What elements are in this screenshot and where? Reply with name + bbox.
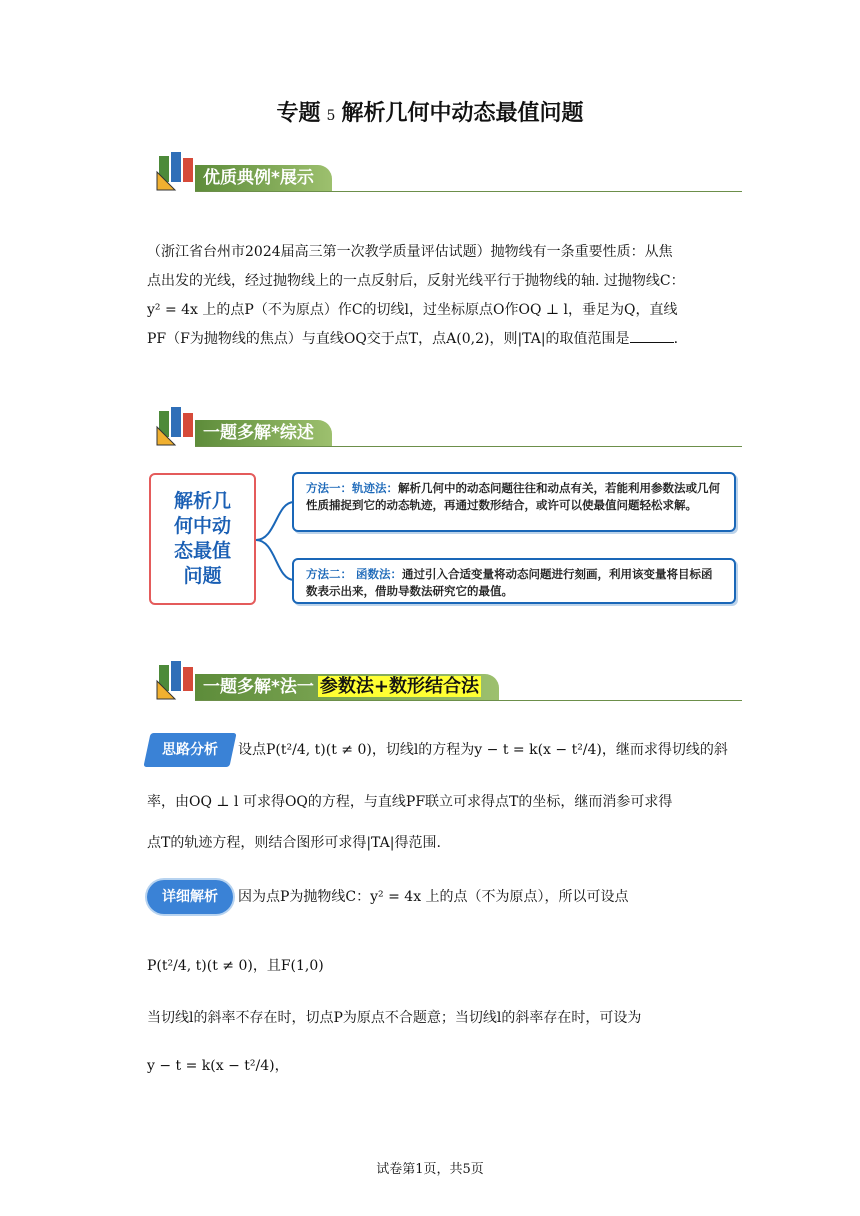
detail-line: P(t²/4, t)(t ≠ 0)，且F(1,0) xyxy=(147,958,324,974)
mindmap-root-line: 问题 xyxy=(183,565,222,587)
answer-blank xyxy=(630,328,674,343)
method1-label: 方法一：轨迹法： xyxy=(306,481,398,495)
mindmap-method2 xyxy=(292,558,736,604)
title-prefix: 专题 xyxy=(276,101,321,126)
problem-line-main: PF（F为抛物线的焦点）与直线OQ交于点T，点A(0,2)，则|TA|的取值范围是 xyxy=(147,331,630,347)
stationery-icon xyxy=(155,659,199,701)
mindmap-root-line: 解析几 xyxy=(173,490,231,512)
analysis-line: 点T的轨迹方程，则结合图形可求得|TA|得范围. xyxy=(147,835,441,851)
method2-label: 方法二： 函数法： xyxy=(306,567,403,581)
banner-label xyxy=(195,674,499,700)
title-text: 解析几何中动态最值问题 xyxy=(341,101,584,126)
page-title xyxy=(0,96,860,127)
banner-label: 优质典例*展示 xyxy=(195,165,332,191)
banner-label-text: 一题多解*法一 xyxy=(203,677,314,697)
mindmap-method1 xyxy=(292,472,736,532)
detail-line: 因为点P为抛物线C：y² = 4x 上的点（不为原点），所以可设点 xyxy=(238,889,629,905)
analysis-line: 率，由OQ ⊥ l 可求得OQ的方程，与直线PF联立可求得点T的坐标，继而消参可求得 xyxy=(147,794,673,810)
section-banner-examples xyxy=(155,150,742,192)
banner-label: 一题多解*综述 xyxy=(195,420,332,446)
method2-text: 通过引入合适变量将动态问题进行刻画，利用该变量将目标函数表示出来，借助导数法研究它的最值。 xyxy=(306,567,713,598)
mindmap-root xyxy=(149,473,256,605)
section-banner-method1 xyxy=(155,659,742,701)
problem-line: 点出发的光线，经过抛物线上的一点反射后，反射光线平行于抛物线的轴. 过抛物线C： xyxy=(147,273,685,289)
problem-line xyxy=(147,325,727,354)
analysis-badge-label: 思路分析 xyxy=(162,742,218,758)
divider xyxy=(195,446,742,447)
mindmap-root-line: 态最值 xyxy=(173,540,231,562)
detail-line: y − t = k(x − t²/4)， xyxy=(147,1058,289,1074)
method1-text: 解析几何中的动态问题往往和动点有关，若能利用参数法或几何性质捕捉到它的动态轨迹，再通过数形结合，或许可以使最值问题轻松求解。 xyxy=(306,481,720,512)
analysis-text xyxy=(147,788,727,858)
problem-line: （浙江省台州市2024届高三第一次教学质量评估试题）抛物线有一条重要性质：从焦 xyxy=(147,244,673,260)
problem-line: y² = 4x 上的点P（不为原点）作C的切线l，过坐标原点O作OQ ⊥ l，垂足为Q，直线 xyxy=(147,302,678,318)
title-number: 5 xyxy=(326,108,336,124)
analysis-badge xyxy=(143,733,236,767)
detail-badge: 详细解析 xyxy=(147,880,233,914)
problem-line-end: . xyxy=(673,331,679,347)
section-banner-overview xyxy=(155,405,742,447)
detail-line: 当切线l的斜率不存在时，切点P为原点不合题意；当切线l的斜率存在时，可设为 xyxy=(147,1010,642,1026)
mindmap-root-line: 何中动 xyxy=(173,515,231,537)
divider xyxy=(195,191,742,192)
divider xyxy=(195,700,742,701)
stationery-icon xyxy=(155,150,199,192)
problem-text xyxy=(147,238,727,354)
stationery-icon xyxy=(155,405,199,447)
analysis-line: 设点P(t²/4, t)(t ≠ 0)，切线l的方程为y − t = k(x − t²/4)，继而求得切线的斜 xyxy=(238,742,728,758)
banner-highlight: 参数法+数形结合法 xyxy=(319,676,479,697)
page-footer: 试卷第1页，共5页 xyxy=(376,1162,484,1177)
mindmap-connectors xyxy=(256,480,296,600)
